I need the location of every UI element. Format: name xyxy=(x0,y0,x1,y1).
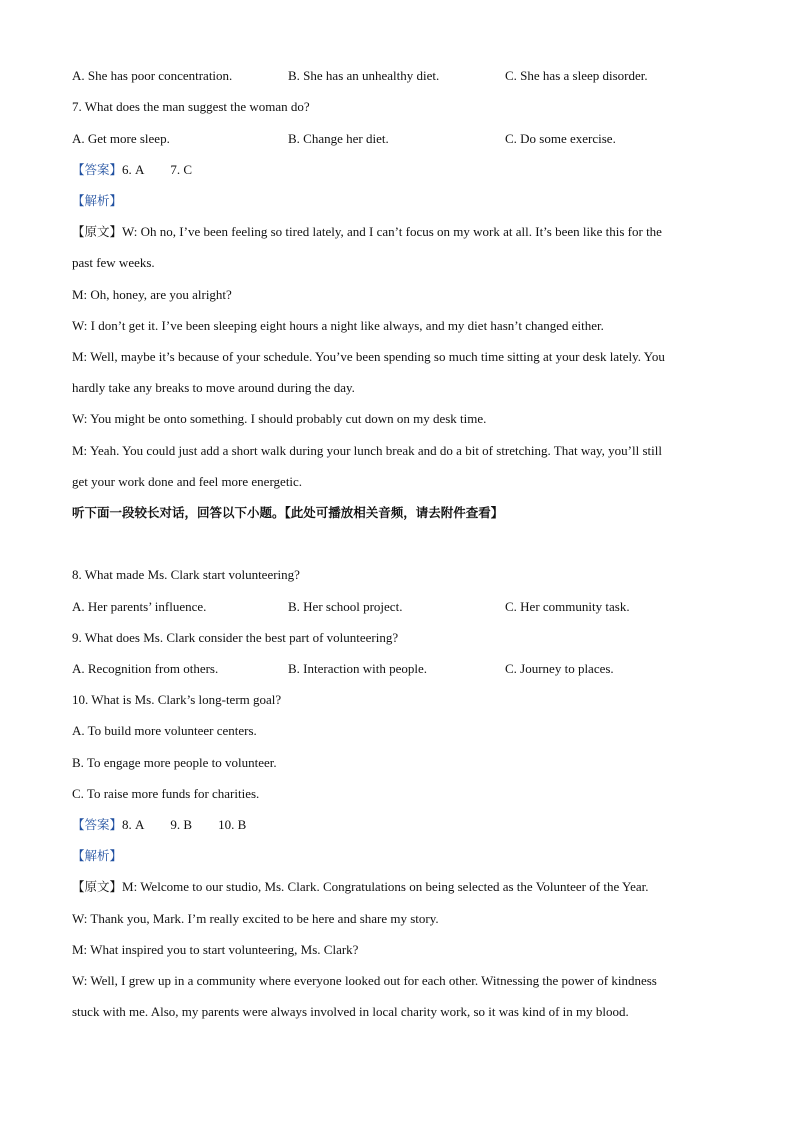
transcript-1-line-6: W: You might be onto something. I should probably cut down on my desk time. xyxy=(72,411,487,426)
q10-option-a: A. To build more volunteer centers. xyxy=(72,723,257,738)
answer-10: 10. B xyxy=(218,817,247,832)
q7-stem: 7. What does the man suggest the woman do? xyxy=(72,99,310,114)
q9-option-c: C. Journey to places. xyxy=(505,661,614,676)
q6-option-b: B. She has an unhealthy diet. xyxy=(288,68,440,83)
transcript-1-line-5: hardly take any breaks to move around during the day. xyxy=(72,380,355,395)
q10-option-b: B. To engage more people to volunteer. xyxy=(72,755,277,770)
answer-label: 【答案】 xyxy=(72,817,123,832)
q10-option-c: C. To raise more funds for charities. xyxy=(72,786,260,801)
q7-option-c: C. Do some exercise. xyxy=(505,131,616,146)
transcript-1-line-8: get your work done and feel more energetic. xyxy=(72,474,303,489)
q6-option-a: A. She has poor concentration. xyxy=(72,68,233,83)
transcript-2-line-4: stuck with me. Also, my parents were always involved in local charity work, so it was kind of in my blood. xyxy=(72,1004,629,1019)
q7-option-b: B. Change her diet. xyxy=(288,131,389,146)
q8-option-c: C. Her community task. xyxy=(505,599,630,614)
analysis-label-1: 【解析】 xyxy=(72,193,123,208)
original-label: 【原文】 xyxy=(72,224,123,239)
original-label: 【原文】 xyxy=(72,879,123,894)
transcript-1-line-3: W: I don’t get it. I’ve been sleeping eight hours a night like always, and my diet hasn’t changed either. xyxy=(72,318,604,333)
answer-label: 【答案】 xyxy=(72,162,123,177)
transcript-2-line-3: W: Well, I grew up in a community where everyone looked out for each other. Witnessing the power of kindness xyxy=(72,973,657,988)
answer-6: 6. A xyxy=(122,162,145,177)
answer-8: 8. A xyxy=(122,817,145,832)
q9-option-a: A. Recognition from others. xyxy=(72,661,219,676)
transcript-1-line-4: M: Well, maybe it’s because of your schedule. You’ve been spending so much time sitting at your desk lately. You xyxy=(72,349,665,364)
analysis-label-2: 【解析】 xyxy=(72,848,123,863)
q9-option-b: B. Interaction with people. xyxy=(288,661,427,676)
q9-stem: 9. What does Ms. Clark consider the best part of volunteering? xyxy=(72,630,399,645)
transcript-2-line-2: M: What inspired you to start volunteering, Ms. Clark? xyxy=(72,942,359,957)
transcript-2-line-0: 【原文】M: Welcome to our studio, Ms. Clark. Congratulations on being selected as the Volunteer of the Year. xyxy=(72,879,649,894)
q8-option-b: B. Her school project. xyxy=(288,599,403,614)
transcript-1-line-0: 【原文】W: Oh no, I’ve been feeling so tired lately, and I can’t focus on my work at all. It’s been like this for the xyxy=(72,224,662,239)
answer-line-8-10 xyxy=(72,817,724,833)
transcript-1-line-7: M: Yeah. You could just add a short walk during your lunch break and do a bit of stretching. That way, you’ll still xyxy=(72,443,662,458)
q8-option-a: A. Her parents’ influence. xyxy=(72,599,207,614)
answer-9: 9. B xyxy=(170,817,193,832)
transcript-1-line-2: M: Oh, honey, are you alright? xyxy=(72,287,232,302)
q8-stem: 8. What made Ms. Clark start volunteering? xyxy=(72,567,300,582)
q10-stem: 10. What is Ms. Clark’s long-term goal? xyxy=(72,692,282,707)
answer-line-6-7 xyxy=(72,162,724,178)
q6-option-c: C. She has a sleep disorder. xyxy=(505,68,648,83)
q7-option-a: A. Get more sleep. xyxy=(72,131,170,146)
transcript-2-line-1: W: Thank you, Mark. I’m really excited to be here and share my story. xyxy=(72,911,439,926)
listening-instruction: 听下面一段较长对话，回答以下小题。【此处可播放相关音频，请去附件查看】 xyxy=(72,505,504,520)
transcript-1-line-1: past few weeks. xyxy=(72,255,155,270)
answer-7: 7. C xyxy=(170,162,193,177)
